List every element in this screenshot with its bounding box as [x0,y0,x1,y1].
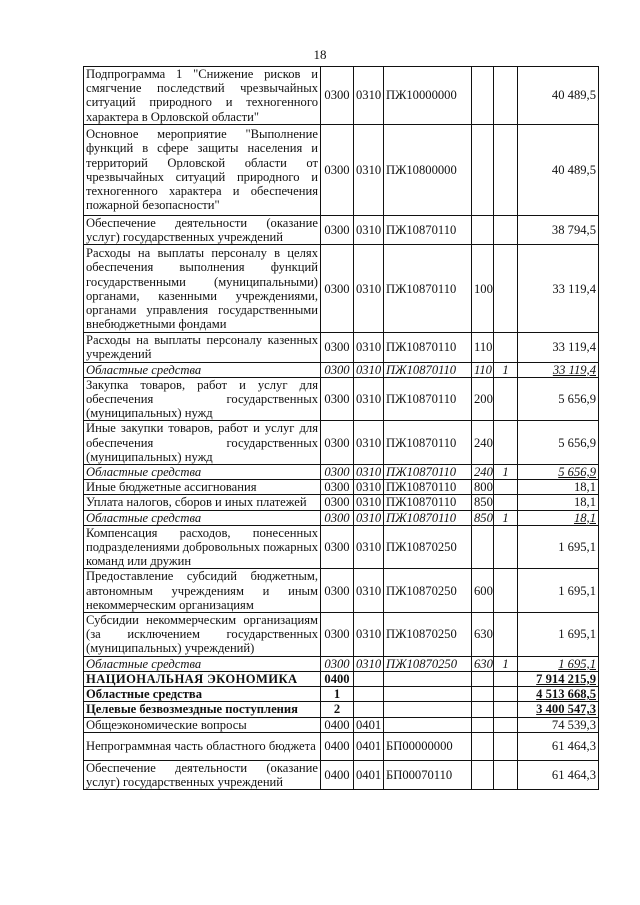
subsection-code: 0310 [354,656,384,671]
funding-source [494,525,518,569]
row-name: Обеспечение деятельности (оказание услуг) государственных учреждений [84,215,321,244]
target-article-code: ПЖ10800000 [384,124,472,215]
table-row [84,480,599,495]
section-code: 0400 [321,760,354,789]
target-article-code: ПЖ10870110 [384,333,472,362]
target-article-code: ПЖ10870110 [384,421,472,465]
expense-type-code: 850 [472,510,494,525]
subsection-code: 0310 [354,377,384,421]
table-row [84,671,599,686]
target-article-code: ПЖ10870250 [384,656,472,671]
row-name: Областные средства [84,362,321,377]
section-code: 0300 [321,362,354,377]
section-code: 0300 [321,124,354,215]
target-article-code: ПЖ10870250 [384,525,472,569]
subsection-code: 0310 [354,525,384,569]
amount: 33 119,4 [518,245,599,333]
target-article-code: ПЖ10870110 [384,495,472,510]
amount: 1 695,1 [518,569,599,613]
amount: 33 119,4 [518,362,599,377]
row-name: Субсидии некоммерческим организациям (за исключением государственных (муниципальных) учреждений) [84,613,321,657]
subsection-code: 0310 [354,333,384,362]
table-row [84,656,599,671]
target-article-code: ПЖ10870110 [384,465,472,480]
section-code: 0300 [321,613,354,657]
section-code: 0400 [321,732,354,760]
subsection-code [354,702,384,717]
table-row [84,569,599,613]
row-name: Областные средства [84,510,321,525]
funding-source [494,124,518,215]
funding-source [494,333,518,362]
section-code: 0300 [321,215,354,244]
funding-source [494,613,518,657]
amount: 61 464,3 [518,732,599,760]
row-name: Общеэкономические вопросы [84,717,321,732]
table-row [84,702,599,717]
section-code: 2 [321,702,354,717]
section-code: 0300 [321,377,354,421]
amount: 40 489,5 [518,67,599,125]
section-code: 0300 [321,465,354,480]
section-code: 0300 [321,656,354,671]
table-row [84,613,599,657]
amount: 74 539,3 [518,717,599,732]
subsection-code: 0310 [354,362,384,377]
section-code: 0300 [321,480,354,495]
amount: 1 695,1 [518,525,599,569]
target-article-code [384,702,472,717]
table-row [84,245,599,333]
subsection-code: 0310 [354,465,384,480]
subsection-code: 0310 [354,569,384,613]
funding-source [494,495,518,510]
expense-type-code: 200 [472,377,494,421]
row-name: Целевые безвозмездные поступления [84,702,321,717]
amount: 3 400 547,3 [518,702,599,717]
funding-source [494,732,518,760]
target-article-code [384,717,472,732]
expense-type-code: 110 [472,333,494,362]
page-number: 18 [313,47,327,62]
funding-source: 1 [494,510,518,525]
expense-type-code: 630 [472,613,494,657]
amount: 7 914 215,9 [518,671,599,686]
row-name: Основное мероприятие "Выполнение функций в сфере защиты населения и территорий Орловской области от чрезвычайных ситуаций природного и техногенного характера и обеспечения пожарной безопасности" [84,124,321,215]
subsection-code [354,671,384,686]
amount: 4 513 668,5 [518,687,599,702]
table-row [84,215,599,244]
funding-source: 1 [494,465,518,480]
row-name: Расходы на выплаты персоналу казенных учреждений [84,333,321,362]
row-name: НАЦИОНАЛЬНАЯ ЭКОНОМИКА [84,671,321,686]
section-code: 0400 [321,671,354,686]
amount: 40 489,5 [518,124,599,215]
expense-type-code: 800 [472,480,494,495]
expense-type-code: 100 [472,245,494,333]
table-row [84,421,599,465]
expense-type-code [472,671,494,686]
subsection-code: 0310 [354,245,384,333]
target-article-code: БП00070110 [384,760,472,789]
target-article-code: ПЖ10870110 [384,510,472,525]
expense-type-code: 630 [472,656,494,671]
funding-source [494,717,518,732]
target-article-code: ПЖ10870110 [384,362,472,377]
table-row [84,377,599,421]
expense-type-code: 240 [472,465,494,480]
table-row [84,510,599,525]
funding-source [494,377,518,421]
section-code: 0400 [321,717,354,732]
subsection-code: 0310 [354,421,384,465]
section-code: 0300 [321,510,354,525]
subsection-code: 0310 [354,480,384,495]
funding-source [494,245,518,333]
subsection-code: 0310 [354,495,384,510]
expense-type-code [472,124,494,215]
subsection-code: 0401 [354,717,384,732]
expense-type-code: 240 [472,421,494,465]
expense-type-code [472,67,494,125]
target-article-code [384,687,472,702]
subsection-code [354,687,384,702]
target-article-code: ПЖ10870110 [384,480,472,495]
expense-type-code [472,702,494,717]
target-article-code [384,671,472,686]
table-row [84,732,599,760]
row-name: Компенсация расходов, понесенных подразделениями добровольных пожарных команд или дружин [84,525,321,569]
subsection-code: 0310 [354,215,384,244]
funding-source: 1 [494,656,518,671]
funding-source [494,215,518,244]
row-name: Непрограммная часть областного бюджета [84,732,321,760]
expense-type-code: 110 [472,362,494,377]
section-code: 0300 [321,333,354,362]
target-article-code: ПЖ10000000 [384,67,472,125]
funding-source: 1 [494,362,518,377]
row-name: Областные средства [84,656,321,671]
amount: 61 464,3 [518,760,599,789]
expense-type-code [472,215,494,244]
target-article-code: БП00000000 [384,732,472,760]
section-code: 1 [321,687,354,702]
funding-source [494,67,518,125]
table-row [84,687,599,702]
subsection-code: 0401 [354,732,384,760]
amount: 33 119,4 [518,333,599,362]
section-code: 0300 [321,421,354,465]
target-article-code: ПЖ10870250 [384,613,472,657]
expense-type-code [472,760,494,789]
expense-type-code [472,525,494,569]
amount: 1 695,1 [518,656,599,671]
target-article-code: ПЖ10870250 [384,569,472,613]
budget-table-body [84,67,599,790]
expense-type-code: 850 [472,495,494,510]
row-name: Предоставление субсидий бюджетным, автономным учреждениям и иным некоммерческим организациям [84,569,321,613]
section-code: 0300 [321,495,354,510]
subsection-code: 0310 [354,67,384,125]
expense-type-code: 600 [472,569,494,613]
amount: 38 794,5 [518,215,599,244]
section-code: 0300 [321,569,354,613]
amount: 5 656,9 [518,465,599,480]
table-row [84,717,599,732]
funding-source [494,421,518,465]
table-row [84,333,599,362]
subsection-code: 0310 [354,510,384,525]
row-name: Областные средства [84,465,321,480]
row-name: Расходы на выплаты персоналу в целях обеспечения выполнения функций государственными (муниципальными) органами, казенными учреждениями, органами управления государственными внебюджетными фондами [84,245,321,333]
funding-source [494,569,518,613]
target-article-code: ПЖ10870110 [384,215,472,244]
expense-type-code [472,717,494,732]
subsection-code: 0401 [354,760,384,789]
funding-source [494,671,518,686]
funding-source [494,702,518,717]
table-row [84,495,599,510]
section-code: 0300 [321,245,354,333]
subsection-code: 0310 [354,124,384,215]
amount: 18,1 [518,480,599,495]
row-name: Уплата налогов, сборов и иных платежей [84,495,321,510]
amount: 5 656,9 [518,421,599,465]
funding-source [494,480,518,495]
table-row [84,525,599,569]
expense-type-code [472,687,494,702]
row-name: Закупка товаров, работ и услуг для обеспечения государственных (муниципальных) нужд [84,377,321,421]
budget-table [83,66,599,790]
amount: 1 695,1 [518,613,599,657]
section-code: 0300 [321,67,354,125]
funding-source [494,760,518,789]
row-name: Иные бюджетные ассигнования [84,480,321,495]
row-name: Обеспечение деятельности (оказание услуг) государственных учреждений [84,760,321,789]
row-name: Подпрограмма 1 "Снижение рисков и смягчение последствий чрезвычайных ситуаций природного и техногенного характера в Орловской области" [84,67,321,125]
amount: 18,1 [518,495,599,510]
section-code: 0300 [321,525,354,569]
funding-source [494,687,518,702]
expense-type-code [472,732,494,760]
target-article-code: ПЖ10870110 [384,245,472,333]
table-row [84,67,599,125]
row-name: Областные средства [84,687,321,702]
target-article-code: ПЖ10870110 [384,377,472,421]
row-name: Иные закупки товаров, работ и услуг для обеспечения государственных (муниципальных) нужд [84,421,321,465]
table-row [84,760,599,789]
amount: 5 656,9 [518,377,599,421]
table-row [84,362,599,377]
subsection-code: 0310 [354,613,384,657]
table-row [84,124,599,215]
amount: 18,1 [518,510,599,525]
table-row [84,465,599,480]
